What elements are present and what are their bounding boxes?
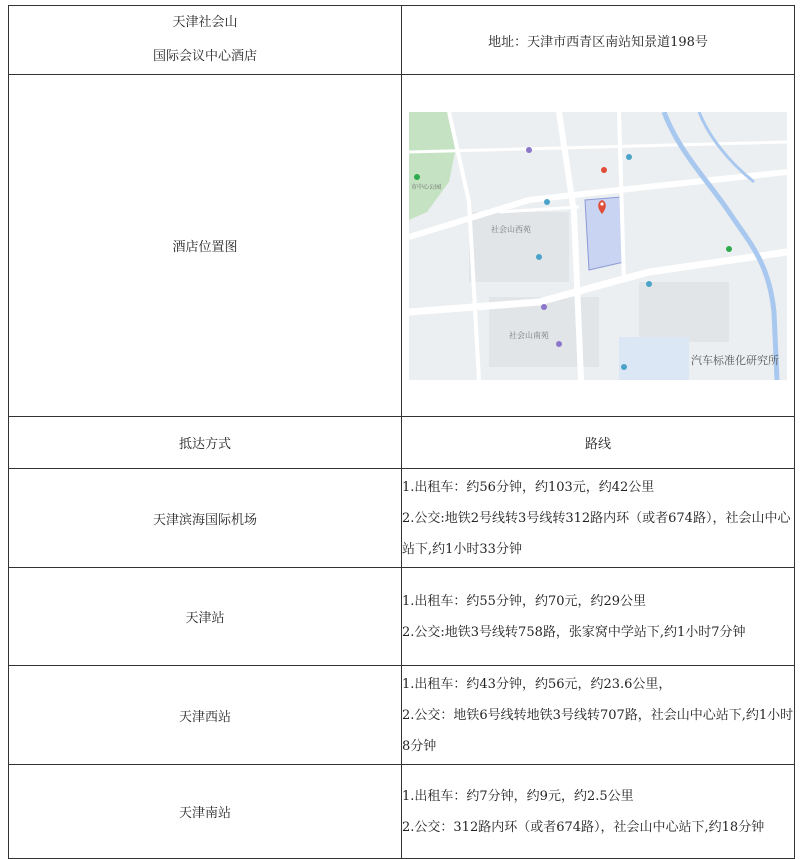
table-row — [9, 765, 795, 859]
map-label-park: 市中心公园 — [411, 183, 442, 191]
route-line: 1.出租车：约7分钟，约9元，约2.5公里 — [402, 788, 634, 804]
map-label-south: 社会山南苑 — [509, 330, 549, 340]
table-row — [9, 469, 795, 568]
hotel-location-map — [409, 112, 787, 380]
map-watermark: 汽车标准化研究所 — [691, 353, 779, 367]
route-detail — [402, 568, 795, 666]
table-row — [9, 568, 795, 666]
route-from: 天津站 — [9, 568, 402, 666]
hotel-name-cell — [9, 6, 402, 75]
hotel-name-line2: 国际会议中心酒店 — [152, 49, 257, 64]
map-graphic — [409, 112, 787, 380]
map-label-district: 社会山西苑 — [491, 224, 531, 234]
map-row-label: 酒店位置图 — [9, 75, 402, 417]
route-detail — [402, 666, 795, 765]
route-line: 1.出租车：约55分钟，约70元，约29公里 — [402, 593, 647, 609]
route-from: 天津滨海国际机场 — [9, 469, 402, 568]
route-detail — [402, 765, 795, 859]
map-cell — [402, 75, 795, 417]
header-from: 抵达方式 — [9, 417, 402, 469]
venue-info-table — [8, 5, 795, 859]
table-row — [9, 666, 795, 765]
hotel-name-line1: 天津社会山 — [172, 15, 238, 30]
hotel-address: 地址：天津市西青区南站知景道198号 — [402, 6, 795, 75]
route-from: 天津西站 — [9, 666, 402, 765]
header-route: 路线 — [402, 417, 795, 469]
route-line: 2.公交：312路内环（或者674路），社会山中心站下,约18分钟 — [402, 819, 765, 835]
route-line: 1.出租车：约56分钟，约103元，约42公里 — [402, 479, 655, 495]
route-line: 2.公交:地铁3号线转758路，张家窝中学站下,约1小时7分钟 — [402, 624, 746, 640]
route-line: 2.公交:地铁2号线转3号线转312路内环（或者674路），社会山中心站下,约1小时33分钟 — [402, 510, 791, 557]
route-detail — [402, 469, 795, 568]
route-line: 2.公交：地铁6号线转地铁3号线转707路，社会山中心站下,约1小时8分钟 — [402, 707, 794, 754]
route-line: 1.出租车：约43分钟，约56元，约23.6公里， — [402, 676, 672, 692]
route-from: 天津南站 — [9, 765, 402, 859]
